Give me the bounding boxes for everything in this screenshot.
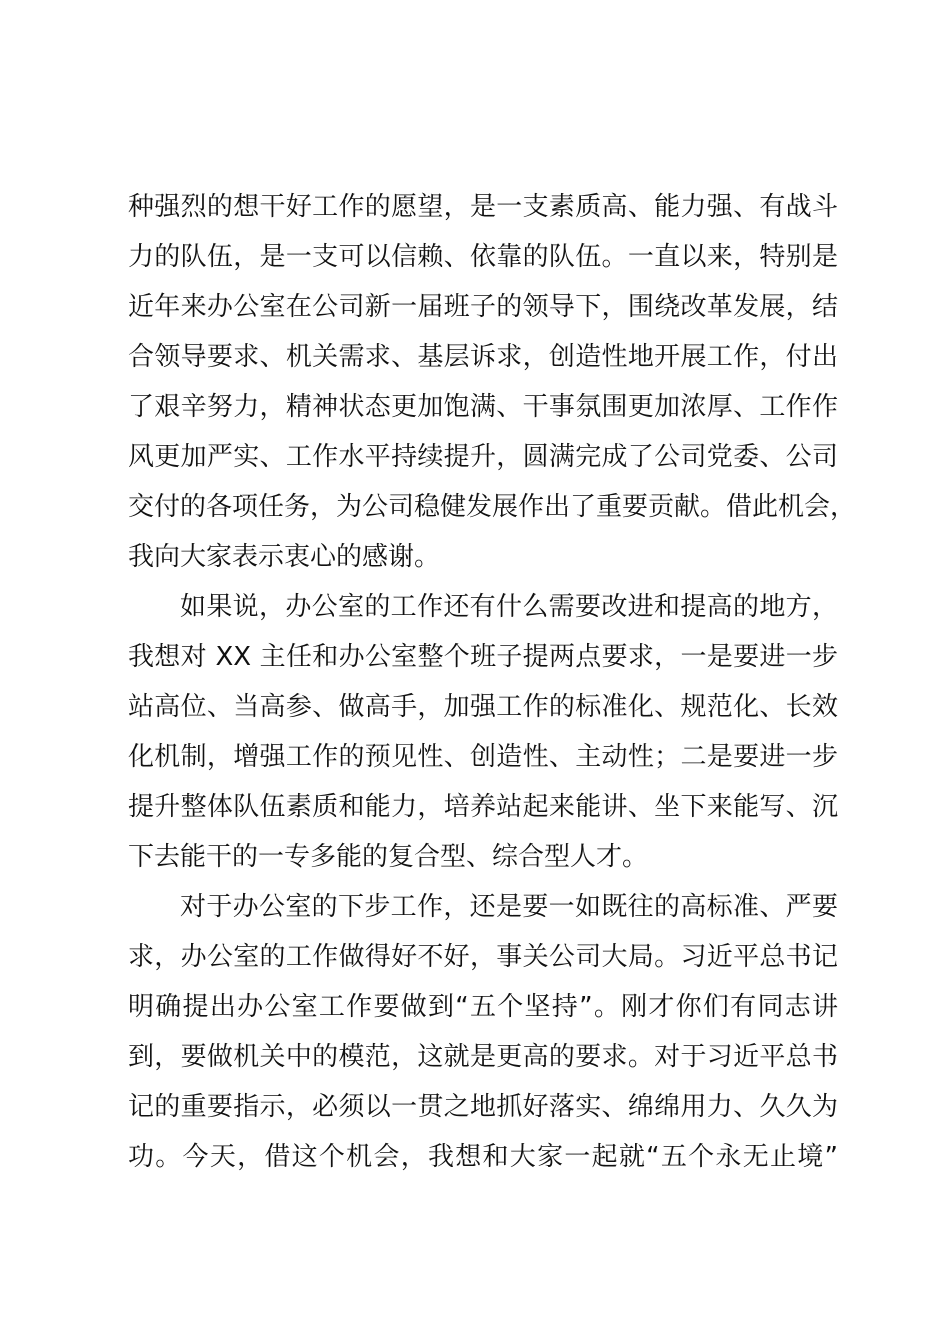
text-line: 交付的各项任务，为公司稳健发展作出了重要贡献。借此机会， xyxy=(128,492,857,522)
text-line: 种强烈的想干好工作的愿望，是一支素质高、能力强、有战斗 xyxy=(128,192,838,222)
text-line: 下去能干的一专多能的复合型、综合型人才。 xyxy=(128,842,649,872)
text-line: 了艰辛努力，精神状态更加饱满、干事氛围更加浓厚、工作作 xyxy=(128,392,838,422)
text-line: 我想对 XX 主任和办公室整个班子提两点要求，一是要进一步 xyxy=(128,642,838,672)
text-line: 站高位、当高参、做高手，加强工作的标准化、规范化、长效 xyxy=(128,692,838,722)
text-line: 求，办公室的工作做得好不好，事关公司大局。习近平总书记 xyxy=(128,942,838,972)
body-text xyxy=(128,182,857,1182)
paragraph-first-line: 对于办公室的下步工作，还是要一如既往的高标准、严要 xyxy=(180,892,838,922)
text-line: 力的队伍，是一支可以信赖、依靠的队伍。一直以来，特别是 xyxy=(128,242,838,272)
text-line: 近年来办公室在公司新一届班子的领导下，围绕改革发展，结 xyxy=(128,292,838,322)
text-line: 记的重要指示，必须以一贯之地抓好落实、绵绵用力、久久为 xyxy=(128,1092,838,1122)
text-line: 风更加严实、工作水平持续提升，圆满完成了公司党委、公司 xyxy=(128,442,838,472)
text-line: 我向大家表示衷心的感谢。 xyxy=(128,542,441,572)
text-line: 提升整体队伍素质和能力，培养站起来能讲、坐下来能写、沉 xyxy=(128,792,838,822)
text-line: 明确提出办公室工作要做到“五个坚持”。刚才你们有同志讲 xyxy=(128,992,838,1022)
text-line: 功。今天，借这个机会，我想和大家一起就“五个永无止境” xyxy=(128,1142,838,1172)
text-line: 化机制，增强工作的预见性、创造性、主动性；二是要进一步 xyxy=(128,742,838,772)
paragraph-first-line: 如果说，办公室的工作还有什么需要改进和提高的地方， xyxy=(180,592,838,622)
text-line: 合领导要求、机关需求、基层诉求，创造性地开展工作，付出 xyxy=(128,342,838,372)
text-line: 到，要做机关中的模范，这就是更高的要求。对于习近平总书 xyxy=(128,1042,838,1072)
